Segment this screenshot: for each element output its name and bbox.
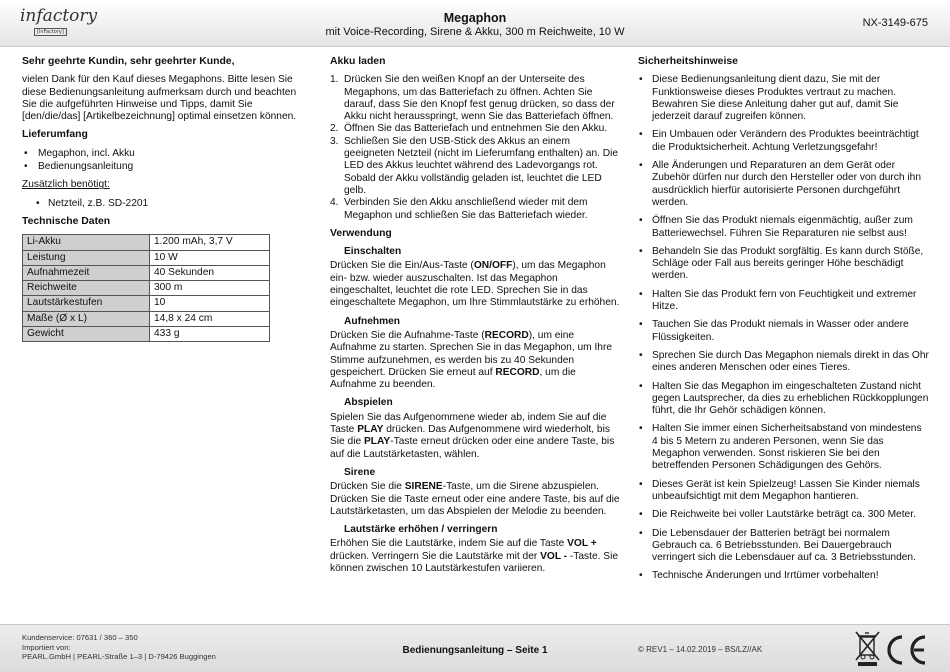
spec-key: Lautstärkestufen <box>23 296 150 311</box>
spec-key: Gewicht <box>23 327 150 342</box>
list-item: • Bedienungsanleitung <box>22 161 310 173</box>
list-item: • Die Lebensdauer der Batterien beträgt bei normalem Gebrauch ca. 6 Betriebsstunden. Bei Dauergebrauch verringert sich die Lebensdauer auf ca. 3 Betriebsstunden. <box>638 528 930 565</box>
record-heading: Aufnehmen <box>344 315 401 327</box>
charge-steps <box>330 74 620 222</box>
extra-list <box>22 198 310 210</box>
usage-heading: Verwendung <box>330 227 392 239</box>
list-item: • Sprechen Sie durch Das Megaphon niemals direkt in das Ohr eines anderen Menschen oder eines Tieres. <box>638 350 930 375</box>
greeting-heading: Sehr geehrte Kundin, sehr geehrter Kunde, <box>22 56 235 67</box>
spec-value: 14,8 x 24 cm <box>150 311 270 326</box>
page-header <box>0 0 950 47</box>
charge-heading: Akku laden <box>330 56 386 67</box>
list-item: • Megaphon, incl. Akku <box>22 148 310 160</box>
list-item: • Halten Sie immer einen Sicherheitsabstand von mindestens 4 bis 5 Metern zu anderen Personen, wenn Sie das Megaphon verwenden. Sonst riskieren Sie bei den betreffenden Personen Schädigungen des Gehörs. <box>638 423 930 472</box>
record-paragraph: Drücken Sie die Aufnahme-Taste (RECORD), um eine Aufnahme zu starten. Sprechen Sie in das Megaphon, um Ihre Stimme aufzunehmen, es werden bis zu 40 Sekunden gespeichert. Drücken Sie erneut auf RECORD, um die Aufnahme zu beenden. <box>330 329 613 391</box>
power-on-paragraph: Drücken Sie die Ein/Aus-Taste (ON/OFF), um das Megaphon ein- bzw. wieder auszuschalten. Ist das Megaphon eingeschaltet, leuchtet die rote LED. Sprechen Sie in das eingeschaltete Megaphon, um Ihre Stimmlautstärke zu erhöhen. <box>330 260 620 309</box>
list-item: • Dieses Gerät ist kein Spielzeug! Lassen Sie Kinder niemals unbeaufsichtigt mit dem Megaphon hantieren. <box>638 479 930 504</box>
page-footer <box>0 624 950 672</box>
step-text: Drücken Sie den weißen Knopf an der Unterseite des Megaphons, um das Batteriefach zu öffnen. Achten Sie darauf, dass Sie den Knopf fest genug drücken, so dass der Akku nicht herausspringt, wenn Sie das Batteriefach öffnen. <box>344 74 615 123</box>
document-title: Megaphon <box>443 11 507 25</box>
list-item: • Diese Bedienungsanleitung dient dazu, Sie mit der Funktionsweise dieses Produktes vertraut zu machen. Bewahren Sie diese Anleitung daher gut auf, damit Sie jederzeit darauf zugreifen können. <box>638 74 930 123</box>
list-item <box>330 197 620 222</box>
scope-heading: Lieferumfang <box>22 129 88 141</box>
extra-heading: Zusätzlich benötigt: <box>22 179 110 191</box>
spec-key: Li-Akku <box>23 235 150 250</box>
table-row <box>23 327 270 342</box>
list-item <box>330 136 620 197</box>
spec-key: Aufnahmezeit <box>23 265 150 280</box>
list-item: • Netzteil, z.B. SD-2201 <box>22 198 310 210</box>
scope-list <box>22 148 310 174</box>
importer-address: PEARL.GmbH | PEARL-Straße 1–3 | D-79426 Buggingen <box>22 652 216 662</box>
column-intro <box>22 56 310 342</box>
list-item: • Behandeln Sie das Produkt sorgfältig. Es kann durch Stöße, Schläge oder Fall aus bereits geringer Höhe beschädigt werden. <box>638 246 930 283</box>
compliance-icons <box>854 629 928 669</box>
play-paragraph: Spielen Sie das Aufgenommene wieder ab, indem Sie auf die Taste PLAY drücken. Das Aufgenommene wird wiederholt, bis Sie die PLAY-Taste erneut drücken oder eine andere Taste, bis auf die Lautstärketasten, wählen. <box>330 411 615 460</box>
volume-heading: Lautstärke erhöhen / verringern <box>344 524 498 536</box>
list-item: • Halten Sie das Megaphon im eingeschalteten Zustand nicht gegen Lautsprecher, da dies zu erheblichen Rückkopplungen führt, die Ihr Gehör schädigen können. <box>638 381 930 418</box>
spec-value: 10 W <box>150 250 270 265</box>
spec-key: Maße (Ø x L) <box>23 311 150 326</box>
spec-value: 40 Sekunden <box>150 265 270 280</box>
spec-value: 433 g <box>150 327 270 342</box>
spec-key: Leistung <box>23 250 150 265</box>
step-text: Verbinden Sie den Akku anschließend wieder mit dem Megaphon und schließen Sie das Batteriefach wieder. <box>344 197 588 221</box>
ce-mark-icon <box>889 637 925 663</box>
tech-table <box>22 234 270 342</box>
volume-paragraph: Erhöhen Sie die Lautstärke, indem Sie auf die Taste VOL + drücken. Verringern Sie die Lautstärke mit der VOL - -Taste. Sie können zwischen 10 Lautstärkestufen variieren. <box>330 538 619 574</box>
list-item: • Öffnen Sie das Produkt niemals eigenmächtig, außer zum Batteriewechsel. Führen Sie Reparaturen nie selbst aus! <box>638 215 930 240</box>
spec-value: 1.200 mAh, 3,7 V <box>150 235 270 250</box>
service-line: Kundenservice: 07631 / 360 – 350 <box>22 633 138 642</box>
column-safety <box>638 56 930 589</box>
spec-key: Reichweite <box>23 281 150 296</box>
column-usage <box>330 56 620 581</box>
step-text: Schließen Sie den USB-Stick des Akkus an einem geeigneten Netzteil (nicht im Lieferumfang enthalten) an. Die LED des Akkus leuchtet während des Ladevorgangs rot. Sobald der Akku vollständig geladen ist, leuchtet die LED gelb. <box>344 135 619 196</box>
table-row <box>23 311 270 326</box>
revision-label: © REV1 – 14.02.2019 – BS/LZ//AK <box>638 645 763 654</box>
list-item: • Halten Sie das Produkt fern von Feuchtigkeit und extremer Hitze. <box>638 289 930 314</box>
table-row <box>23 281 270 296</box>
footer-contact <box>22 633 216 662</box>
step-number: 1. <box>330 74 339 86</box>
table-row <box>23 235 270 250</box>
importer-label: Importiert von: <box>22 642 71 652</box>
list-item: • Die Reichweite bei voller Lautstärke beträgt ca. 300 Meter. <box>638 509 930 521</box>
spec-value: 300 m <box>150 281 270 296</box>
page-label: Bedienungsanleitung – Seite 1 <box>402 645 548 656</box>
step-number: 2. <box>330 123 339 135</box>
siren-paragraph: Drücken Sie die SIRENE-Taste, um die Sirene abzuspielen. Drücken Sie die Taste erneut oder eine andere Taste, bis auf die Lautstärketasten, um das Abspielen der Melodie zu beenden. <box>330 481 620 517</box>
list-item: • Alle Änderungen und Reparaturen an dem Gerät oder Zubehör dürfen nur durch den Hersteller oder von durch ihn ausdrücklich hierfür autorisierte Personen durchgeführt werden. <box>638 160 930 209</box>
logo-subtext: [InFactory] <box>34 28 67 36</box>
safety-list <box>638 74 930 582</box>
power-on-heading: Einschalten <box>344 246 402 258</box>
logo-text: infactory <box>20 6 98 26</box>
step-number: 4. <box>330 197 339 209</box>
table-row <box>23 250 270 265</box>
weee-bin-icon <box>856 632 879 666</box>
spec-value: 10 <box>150 296 270 311</box>
list-item: • Tauchen Sie das Produkt niemals in Wasser oder andere Flüssigkeiten. <box>638 319 930 344</box>
brand-logo <box>20 6 98 40</box>
list-item: • Technische Änderungen und Irrtümer vorbehalten! <box>638 570 930 582</box>
siren-heading: Sirene <box>344 466 376 478</box>
table-row <box>23 296 270 311</box>
list-item <box>330 74 620 123</box>
tech-heading: Technische Daten <box>22 215 111 227</box>
table-row <box>23 265 270 280</box>
step-text: Öffnen Sie das Batteriefach und entnehmen Sie den Akku. <box>344 123 608 135</box>
play-heading: Abspielen <box>344 397 393 409</box>
step-number: 3. <box>330 135 339 147</box>
article-number: NX-3149-675 <box>862 17 928 29</box>
document-subtitle: mit Voice-Recording, Sirene & Akku, 300 m Reichweite, 10 W <box>325 26 625 38</box>
safety-heading: Sicherheitshinweise <box>638 56 738 67</box>
intro-paragraph: vielen Dank für den Kauf dieses Megaphons. Bitte lesen Sie diese Bedienungsanleitung aufmerksam durch und beachten Sie die aufgeführten Hinweise und Tipps, damit Sie [den/die/das] [Artikelbezeichnung] optimal einsetzen können. <box>22 74 297 123</box>
list-item: • Ein Umbauen oder Verändern des Produktes beeinträchtigt die Produktsicherheit. Achtung Verletzungsgefahr! <box>638 129 930 154</box>
list-item <box>330 123 620 135</box>
